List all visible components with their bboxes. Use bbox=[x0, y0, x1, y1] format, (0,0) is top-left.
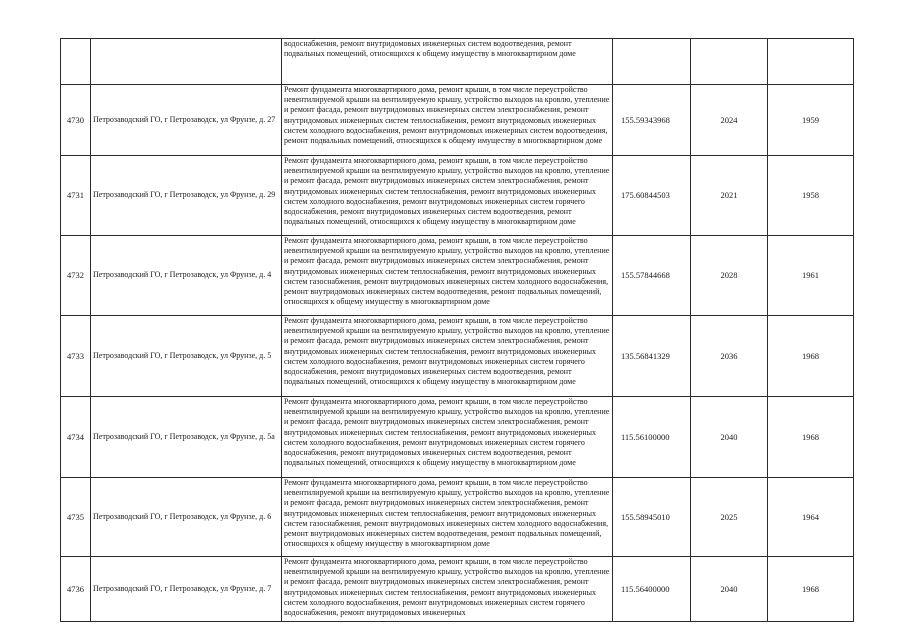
repair-works-cell: Ремонт фундамента многоквартирного дома, ремонт крыши, в том числе переустройство невентилируемой крыши на вентилируемую крышу, устройство выходов на кровлю, утепление и ремонт фасада, ремонт внутридомовых инженерных систем электроснабжения, ремонт внутридомовых инженерных систем теплоснабжения, ремонт внутридомовых инженерных систем холодного водоснабжения, ремонт внутридомовых инженерных систем горячего водоснабжения, ремонт внутридомовых инженерных систем водоотведения, ремонт подвальных помещений, относящихся к общему имуществу в многоквартирном доме bbox=[282, 397, 613, 478]
address-cell: Петрозаводский ГО, г Петрозаводск, ул Фрунзе, д. 5 bbox=[91, 316, 282, 397]
row-number-cell: 4735 bbox=[61, 478, 91, 557]
plan-year-cell: 2036 bbox=[691, 316, 768, 397]
row-number-cell: 4731 bbox=[61, 156, 91, 236]
repair-works-cell: Ремонт фундамента многоквартирного дома, ремонт крыши, в том числе переустройство невентилируемой крыши на вентилируемую крышу, устройство выходов на кровлю, утепление и ремонт фасада, ремонт внутридомовых инженерных систем электроснабжения, ремонт внутридомовых инженерных систем теплоснабжения, ремонт внутридомовых инженерных систем газоснабжения, ремонт внутридомовых инженерных систем холодного водоснабжения, ремонт внутридомовых инженерных систем водоотведения, ремонт подвальных помещений, относящихся к общему имуществу в многоквартирном доме bbox=[282, 478, 613, 557]
address-cell: Петрозаводский ГО, г Петрозаводск, ул Фрунзе, д. 6 bbox=[91, 478, 282, 557]
capital-repair-table bbox=[60, 38, 854, 622]
cost-cell: 175.60844503 bbox=[613, 156, 691, 236]
address-cell: Петрозаводский ГО, г Петрозаводск, ул Фрунзе, д. 5а bbox=[91, 397, 282, 478]
repair-works-cell: Ремонт фундамента многоквартирного дома, ремонт крыши, в том числе переустройство невентилируемой крыши на вентилируемую крышу, устройство выходов на кровлю, утепление и ремонт фасада, ремонт внутридомовых инженерных систем электроснабжения, ремонт внутридомовых инженерных систем теплоснабжения, ремонт внутридомовых инженерных систем холодного водоснабжения, ремонт внутридомовых инженерных систем горячего водоснабжения, ремонт внутридомовых инженерных систем водоотведения, ремонт подвальных помещений, относящихся к общему имуществу в многоквартирном доме bbox=[282, 156, 613, 236]
cost-cell: 155.58945010 bbox=[613, 478, 691, 557]
built-year-cell: 1964 bbox=[768, 478, 854, 557]
address-cell: Петрозаводский ГО, г Петрозаводск, ул Фрунзе, д. 27 bbox=[91, 85, 282, 156]
row-number-cell: 4730 bbox=[61, 85, 91, 156]
built-year-cell: 1968 bbox=[768, 557, 854, 622]
table-row bbox=[61, 557, 854, 622]
built-year-cell: 1961 bbox=[768, 236, 854, 316]
repair-works-cell: Ремонт фундамента многоквартирного дома, ремонт крыши, в том числе переустройство невентилируемой крыши на вентилируемую крышу, устройство выходов на кровлю, утепление и ремонт фасада, ремонт внутридомовых инженерных систем электроснабжения, ремонт внутридомовых инженерных систем теплоснабжения, ремонт внутридомовых инженерных систем холодного водоснабжения, ремонт внутридомовых инженерных систем горячего водоснабжения, ремонт внутридомовых инженерных bbox=[282, 557, 613, 622]
row-number-cell: 4734 bbox=[61, 397, 91, 478]
repair-works-cell: водоснабжения, ремонт внутридомовых инженерных систем водоотведения, ремонт подвальных помещений, относящихся к общему имуществу в многоквартирном доме bbox=[282, 39, 613, 85]
cost-cell: 155.57844668 bbox=[613, 236, 691, 316]
row-number-cell: 4732 bbox=[61, 236, 91, 316]
table-row bbox=[61, 39, 854, 85]
row-number-cell bbox=[61, 39, 91, 85]
cost-cell bbox=[613, 39, 691, 85]
row-number-cell: 4733 bbox=[61, 316, 91, 397]
table-row bbox=[61, 397, 854, 478]
address-cell bbox=[91, 39, 282, 85]
plan-year-cell: 2024 bbox=[691, 85, 768, 156]
repair-works-cell: Ремонт фундамента многоквартирного дома, ремонт крыши, в том числе переустройство невентилируемой крыши на вентилируемую крышу, устройство выходов на кровлю, утепление и ремонт фасада, ремонт внутридомовых инженерных систем электроснабжения, ремонт внутридомовых инженерных систем теплоснабжения, ремонт внутридомовых инженерных систем холодного водоснабжения, ремонт внутридомовых инженерных систем горячего водоснабжения, ремонт внутридомовых инженерных систем водоотведения, ремонт подвальных помещений, относящихся к общему имуществу в многоквартирном доме bbox=[282, 316, 613, 397]
repair-works-cell: Ремонт фундамента многоквартирного дома, ремонт крыши, в том числе переустройство невентилируемой крыши на вентилируемую крышу, устройство выходов на кровлю, утепление и ремонт фасада, ремонт внутридомовых инженерных систем электроснабжения, ремонт внутридомовых инженерных систем теплоснабжения, ремонт внутридомовых инженерных систем газоснабжения, ремонт внутридомовых инженерных систем холодного водоснабжения, ремонт внутридомовых инженерных систем водоотведения, ремонт подвальных помещений, относящихся к общему имуществу в многоквартирном доме bbox=[282, 236, 613, 316]
plan-year-cell: 2040 bbox=[691, 557, 768, 622]
row-number-cell: 4736 bbox=[61, 557, 91, 622]
built-year-cell: 1959 bbox=[768, 85, 854, 156]
address-cell: Петрозаводский ГО, г Петрозаводск, ул Фрунзе, д. 29 bbox=[91, 156, 282, 236]
built-year-cell: 1958 bbox=[768, 156, 854, 236]
table-row bbox=[61, 236, 854, 316]
cost-cell: 115.56100000 bbox=[613, 397, 691, 478]
built-year-cell: 1968 bbox=[768, 397, 854, 478]
cost-cell: 135.56841329 bbox=[613, 316, 691, 397]
plan-year-cell: 2021 bbox=[691, 156, 768, 236]
cost-cell: 155.59343968 bbox=[613, 85, 691, 156]
address-cell: Петрозаводский ГО, г Петрозаводск, ул Фрунзе, д. 7 bbox=[91, 557, 282, 622]
plan-year-cell bbox=[691, 39, 768, 85]
plan-year-cell: 2028 bbox=[691, 236, 768, 316]
repair-works-cell: Ремонт фундамента многоквартирного дома, ремонт крыши, в том числе переустройство невентилируемой крыши на вентилируемую крышу, устройство выходов на кровлю, утепление и ремонт фасада, ремонт внутридомовых инженерных систем электроснабжения, ремонт внутридомовых инженерных систем теплоснабжения, ремонт внутридомовых инженерных систем холодного водоснабжения, ремонт внутридомовых инженерных систем водоотведения, ремонт подвальных помещений, относящихся к общему имуществу в многоквартирном доме bbox=[282, 85, 613, 156]
table-row bbox=[61, 85, 854, 156]
built-year-cell bbox=[768, 39, 854, 85]
cost-cell: 115.56400000 bbox=[613, 557, 691, 622]
plan-year-cell: 2040 bbox=[691, 397, 768, 478]
table-row bbox=[61, 156, 854, 236]
table-row bbox=[61, 316, 854, 397]
address-cell: Петрозаводский ГО, г Петрозаводск, ул Фрунзе, д. 4 bbox=[91, 236, 282, 316]
built-year-cell: 1968 bbox=[768, 316, 854, 397]
table-row bbox=[61, 478, 854, 557]
plan-year-cell: 2025 bbox=[691, 478, 768, 557]
